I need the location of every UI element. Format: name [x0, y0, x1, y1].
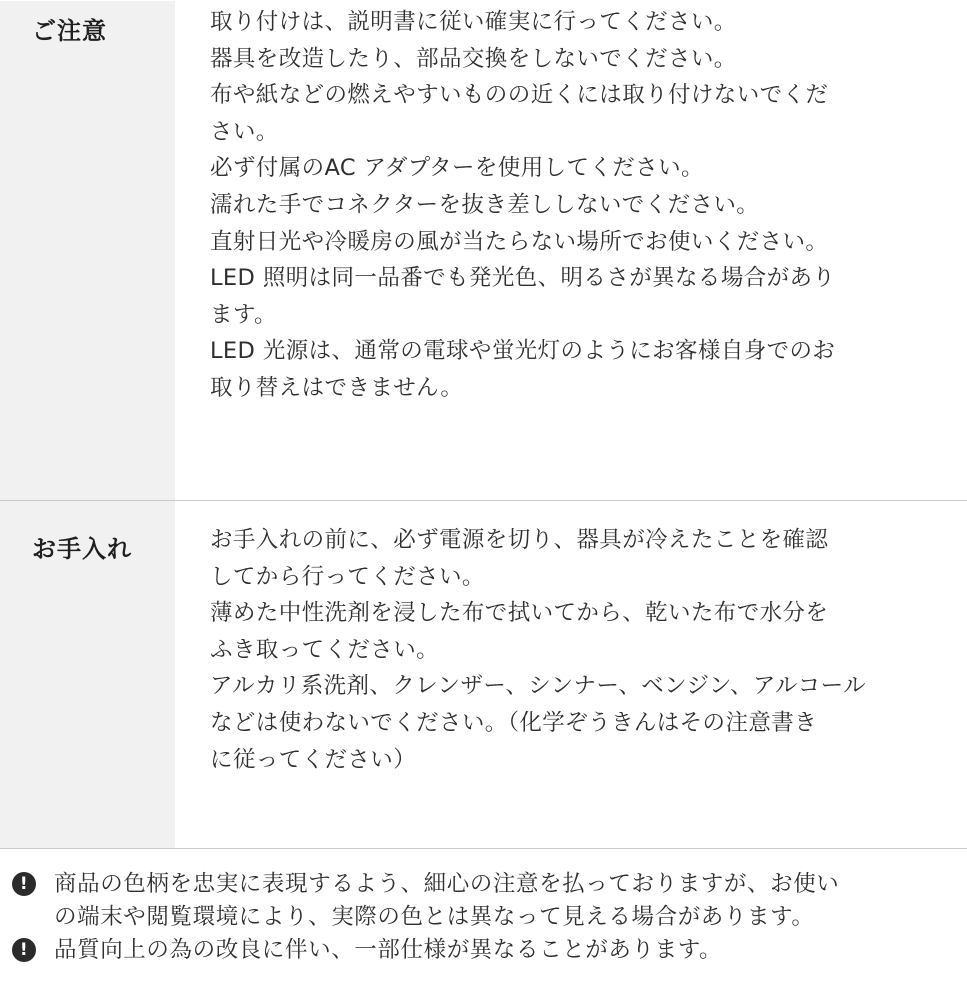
- note-line: の端末や閲覧環境により、実際の色とは異なって見える場合があります。: [54, 904, 815, 930]
- caution-line: ます。: [210, 301, 277, 328]
- care-line: お手入れの前に、必ず電源を切り、器具が冷えたことを確認: [210, 527, 829, 553]
- caution-line: LED 光源は、通常の電球や蛍光灯のようにお客様自身でのお: [210, 338, 836, 365]
- note-text: [54, 934, 722, 967]
- caution-line: 取り付けは、説明書に従い確実に行ってください。: [210, 9, 737, 35]
- care-line: 薄めた中性洗剤を浸した布で拭いてから、乾いた布で水分を: [210, 600, 829, 627]
- caution-line: 布や紙などの燃えやすいものの近くには取り付けないでくだ: [210, 82, 829, 109]
- exclamation-circle-icon: !: [12, 872, 36, 896]
- caution-line: 濡れた手でコネクターを抜き差ししないでください。: [210, 191, 760, 218]
- note-text: [54, 868, 839, 934]
- caution-line: LED 照明は同一品番でも発光色、明るさが異なる場合があり: [210, 265, 836, 292]
- care-line: に従ってください）: [210, 746, 417, 773]
- caution-line: 直射日光や冷暖房の風が当たらない場所でお使いください。: [210, 228, 829, 255]
- note-line: 品質向上の為の改良に伴い、一部仕様が異なることがあります。: [54, 937, 723, 963]
- caution-heading: ご注意: [0, 1, 175, 500]
- caution-body: [175, 1, 967, 500]
- care-line: してから行ってください。: [210, 563, 485, 590]
- care-line: ふき取ってください。: [210, 636, 440, 663]
- caution-line: 器具を改造したり、部品交換をしないでください。: [210, 45, 737, 72]
- care-line: などは使わないでください。（化学ぞうきんはその注意書き: [210, 709, 818, 736]
- exclamation-circle-icon: !: [12, 938, 36, 962]
- caution-line: 取り替えはできません。: [210, 374, 464, 401]
- caution-row: [0, 1, 967, 501]
- caution-line: 必ず付属のAC アダプターを使用してください。: [210, 155, 704, 182]
- care-row: [0, 501, 967, 849]
- note-item: [12, 868, 967, 934]
- care-body: [175, 501, 967, 848]
- notes-list: [0, 849, 967, 967]
- caution-line: さい。: [210, 118, 279, 145]
- note-line: 商品の色柄を忠実に表現するよう、細心の注意を払っておりますが、お使い: [54, 871, 840, 897]
- care-heading: お手入れ: [0, 501, 175, 848]
- care-line: アルカリ系洗剤、クレンザー、シンナー、ベンジン、アルコール: [210, 673, 867, 700]
- note-item: [12, 934, 967, 967]
